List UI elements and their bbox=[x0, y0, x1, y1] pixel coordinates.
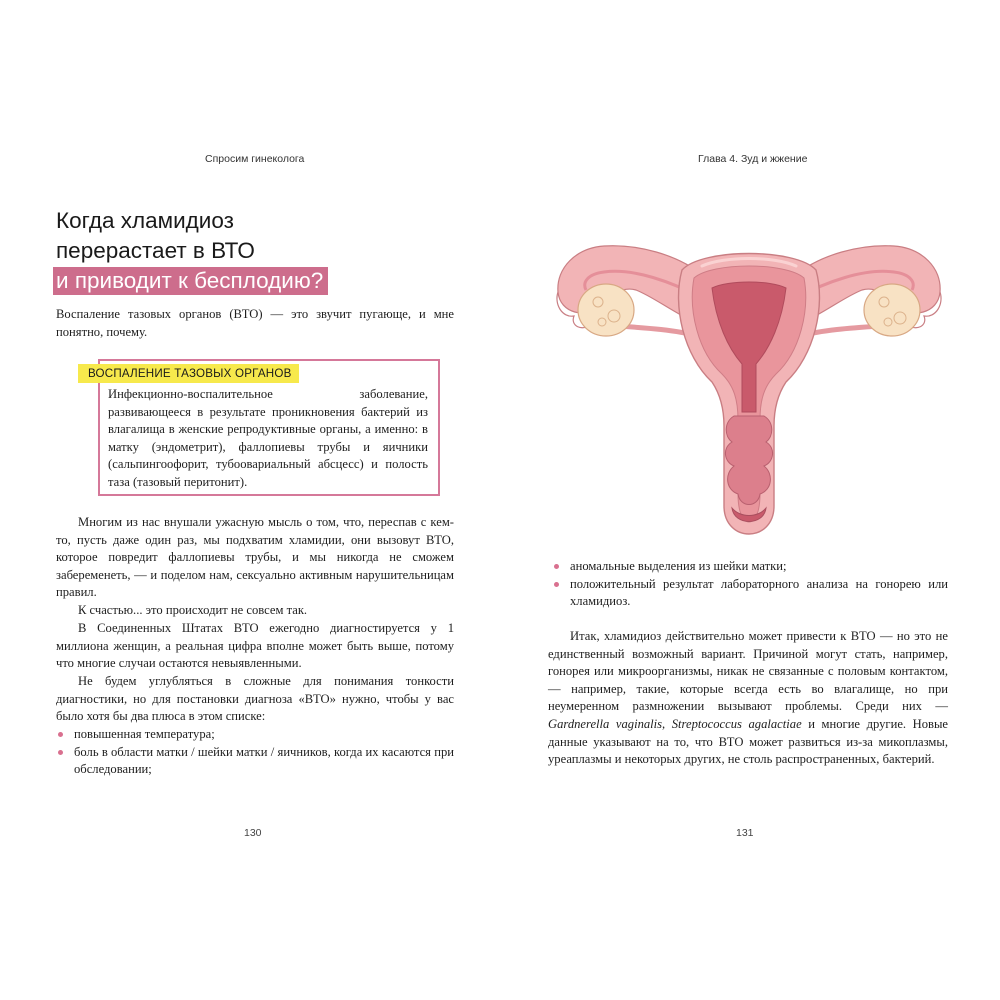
list-item: боль в области матки / шейки матки / яичников, когда их касаются при обследовании; bbox=[56, 744, 454, 779]
definition-text: Инфекционно-воспалительное заболевание, развивающееся в результате проникновения бактерий из влагалища в женские репродуктивные органы, а именно: в матку (эндометрит), фаллопиевы трубы и яичники (сальпингоофорит, тубоовариальный абсцесс) и полость таза (тазовый перитонит). bbox=[108, 387, 428, 489]
body-paragraph-2: К счастью... это происходит не совсем так. bbox=[78, 603, 308, 617]
bullet-dot bbox=[554, 582, 559, 587]
left-ovary bbox=[578, 284, 634, 336]
bullet-dot bbox=[58, 732, 63, 737]
title-line-2: перерастает в ВТО bbox=[56, 238, 255, 263]
bullet-dot bbox=[554, 564, 559, 569]
cervix bbox=[725, 416, 772, 505]
body-paragraph-1: Многим из нас внушали ужасную мысль о том, что, переспав с кем-то, пусть даже один раз, мы подхватим хламидии, они вызовут ВТО, которое повредит фаллопиевы трубы, и мы никогда не сможем забеременеть, — и поделом нам, сексуально активным нарушительницам правил. bbox=[56, 515, 454, 600]
criteria-list-left bbox=[56, 726, 454, 779]
body-paragraph-3: В Соединенных Штатах ВТО ежегодно диагностируется у 1 миллиона женщин, а реальная цифра вполне может быть выше, потому что многие случаи остаются невыявленными. bbox=[56, 621, 454, 671]
definition-label: ВОСПАЛЕНИЕ ТАЗОВЫХ ОРГАНОВ bbox=[78, 364, 299, 383]
list-item: положительный результат лабораторного анализа на гонорею или хламидиоз. bbox=[552, 576, 948, 611]
criteria-list-right bbox=[552, 558, 948, 611]
title-highlight: и приводит к бесплодию? bbox=[53, 267, 328, 295]
uterus-anatomy-illustration bbox=[552, 236, 946, 538]
intro-paragraph: Воспаление тазовых органов (ВТО) — это звучит пугающе, и мне понятно, почему. bbox=[56, 307, 454, 339]
page-number-left: 130 bbox=[244, 827, 262, 839]
running-head-right: Глава 4. Зуд и жжение bbox=[698, 153, 808, 165]
conclusion-paragraph: Итак, хламидиоз действительно может привести к ВТО — но это не единственный возможный вариант. Причиной могут стать, например, гонорея или микроорганизмы, никак не связанные с половым контактом, — например, такие, которые всегда есть во влагалище, но при неумеренном размножении вызывают проблемы. Среди них — Gardnerella vaginalis, Streptococcus agalactiae и многие другие. Новые данные указывают на то, что ВТО может развиться из-за микоплазмы, уреаплазмы и некоторых других, не столь распространенных, бактерий. bbox=[548, 629, 949, 767]
running-head-left: Спросим гинеколога bbox=[205, 153, 305, 165]
list-item: аномальные выделения из шейки матки; bbox=[552, 558, 948, 576]
list-item: повышенная температура; bbox=[56, 726, 454, 744]
species-names: Gardnerella vaginalis, Streptococcus agalactiae bbox=[548, 716, 802, 731]
section-title bbox=[56, 206, 328, 296]
title-line-1: Когда хламидиоз bbox=[56, 208, 234, 233]
body-paragraph-4: Не будем углубляться в сложные для понимания тонкости диагностики, но для постановки диагноза «ВТО» нужно, чтобы у вас было хотя бы два плюса в этом списке: bbox=[56, 674, 454, 724]
page-number-right: 131 bbox=[736, 827, 754, 839]
right-ovary bbox=[864, 284, 920, 336]
bullet-dot bbox=[58, 750, 63, 755]
